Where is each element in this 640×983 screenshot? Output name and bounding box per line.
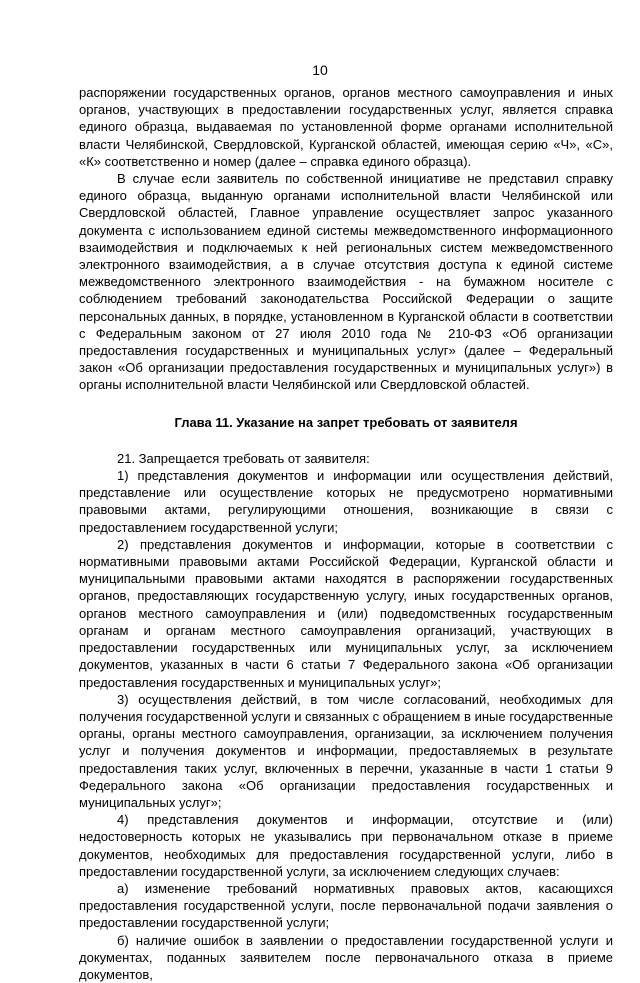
paragraph-item-4: 4) представления документов и информации, отсутствие и (или) недостоверность которых не указывались при первоначальном отказе в приеме документов, необходимых для предоставления государственной услуги, либо в предоставлении государственной услуги, за исключением следующих случаев:	[79, 812, 613, 879]
paragraph-continuation: распоряжении государственных органов, органов местного самоуправления и иных органов, участвующих в предоставлении государственных услуг, является справка единого образца, выдаваемая по установленной форме органами исполнительной власти Челябинской, Свердловской, Курганской областей, имеющая серию «Ч», «С», «К» соответственно и номер (далее – справка единого образца).	[79, 85, 613, 169]
paragraph-subitem-a: а) изменение требований нормативных правовых актов, касающихся предоставления государственной услуги, после первоначальной подачи заявления о предоставлении государственной услуги;	[79, 880, 613, 931]
document-body	[79, 84, 613, 983]
paragraph-item-3: 3) осуществления действий, в том числе согласований, необходимых для получения государственной услуги и связанных с обращением в иные государственные органы, органы местного самоуправления, организации, за исключением получения услуг и получения документов и информации, предоставляемых в результате предоставления таких услуг, включенных в перечни, указанные в части 1 статьи 9 Федерального закона «Об организации предоставления государственных и муниципальных услуг»;	[79, 691, 613, 810]
paragraph-item-2: 2) представления документов и информации, которые в соответствии с нормативными правовыми актами Российской Федерации, Курганской области и муниципальными правовыми актами находятся в распоряжении государственных органов, предоставляющих государственную услугу, иных государственных органов, органов местного самоуправления и (или) подведомственных государственным органам и органам местного самоуправления организаций, участвующих в предоставлении государственных или муниципальных услуг, за исключением документов, указанных в части 6 статьи 7 Федерального закона «Об организации предоставления государственных и муниципальных услуг»;	[79, 536, 613, 690]
paragraph-item-1: 1) представления документов и информации или осуществления действий, представление или осуществление которых не предусмотрено нормативными правовыми актами, регулирующими отношения, возникающие в связи с предоставлением государственной услуги;	[79, 468, 613, 535]
paragraph-subitem-b: б) наличие ошибок в заявлении о предоставлении государственной услуги и документах, поданных заявителем после первоначального отказа в приеме документов,	[79, 932, 613, 982]
paragraph-clause-21: 21. Запрещается требовать от заявителя:	[117, 450, 370, 466]
paragraph-request-procedure: В случае если заявитель по собственной инициативе не представил справку единого образца, выданную органами исполнительной власти Челябинской или Свердловской областей, Главное управление осуществляет запрос указанного документа с использованием единой системы межведомственного информационного взаимодействия и подключаемых к ней региональных систем межведомственного электронного взаимодействия, а в случае отсутствия доступа к единой системе межведомственного электронного взаимодействия - на бумажном носителе с соблюдением требований законодательства Российской Федерации о защите персональных данных, в порядке, установленном в Курганской области в соответствии с Федеральным законом от 27 июля 2010 года № 210-ФЗ «Об организации предоставления государственных и муниципальных услуг» (далее – Федеральный закон «Об организации предоставления государственных и муниципальных услуг») в органы исполнительной власти Челябинской или Свердловской областей.	[79, 171, 613, 393]
chapter-heading: Глава 11. Указание на запрет требовать от заявителя	[174, 414, 518, 430]
page-number: 10	[312, 62, 328, 78]
